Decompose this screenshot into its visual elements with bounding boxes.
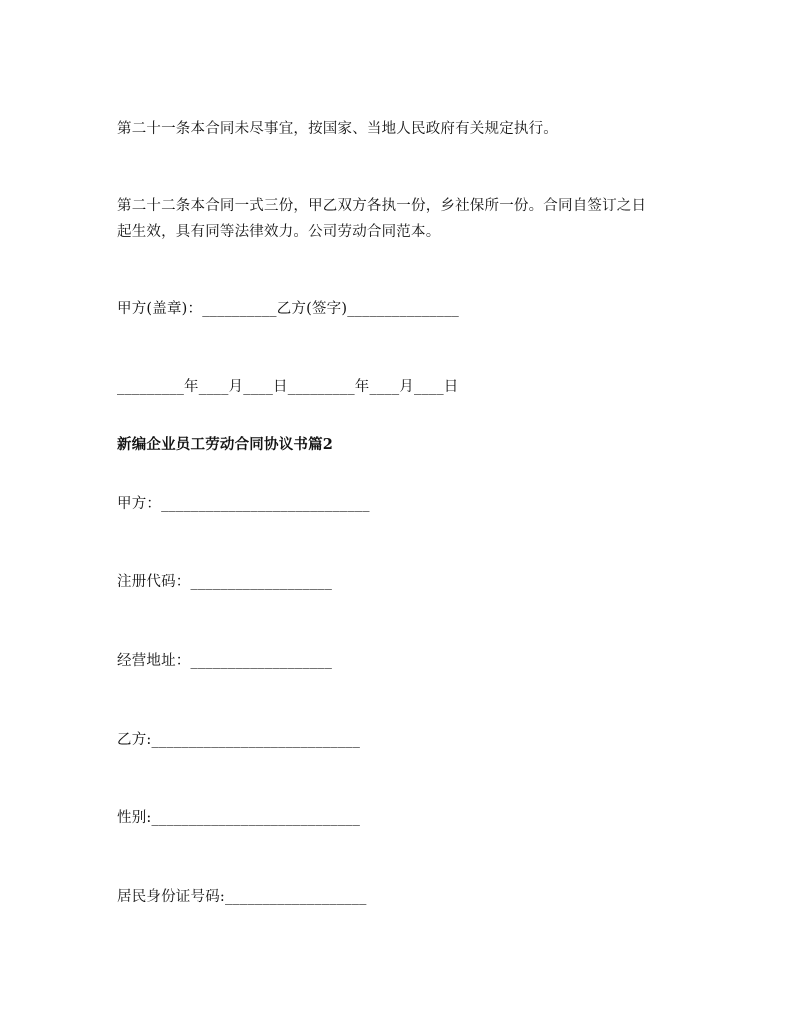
- article-22-line-2: 起生效，具有同等法律效力。公司劳动合同范本。: [117, 224, 441, 240]
- article-22-line-1: 第二十二条本合同一式三份，甲乙双方各执一份，乡社保所一份。合同自签订之日: [117, 198, 647, 214]
- gender-field: 性别:____________________________: [117, 810, 361, 826]
- article-21: 第二十一条本合同未尽事宜，按国家、当地人民政府有关规定执行。: [117, 121, 558, 137]
- date-line: _________年____月____日_________年____月____日: [117, 379, 459, 395]
- signature-line: 甲方(盖章)：__________乙方(签字)_______________: [117, 301, 459, 317]
- section-heading: 新编企业员工劳动合同协议书篇2: [117, 436, 334, 453]
- party-a-field: 甲方：____________________________: [117, 496, 370, 512]
- party-b-field: 乙方:____________________________: [117, 732, 361, 748]
- registration-code-field: 注册代码：___________________: [117, 574, 333, 590]
- id-number-field: 居民身份证号码:___________________: [117, 889, 367, 905]
- business-address-field: 经营地址：___________________: [117, 653, 333, 669]
